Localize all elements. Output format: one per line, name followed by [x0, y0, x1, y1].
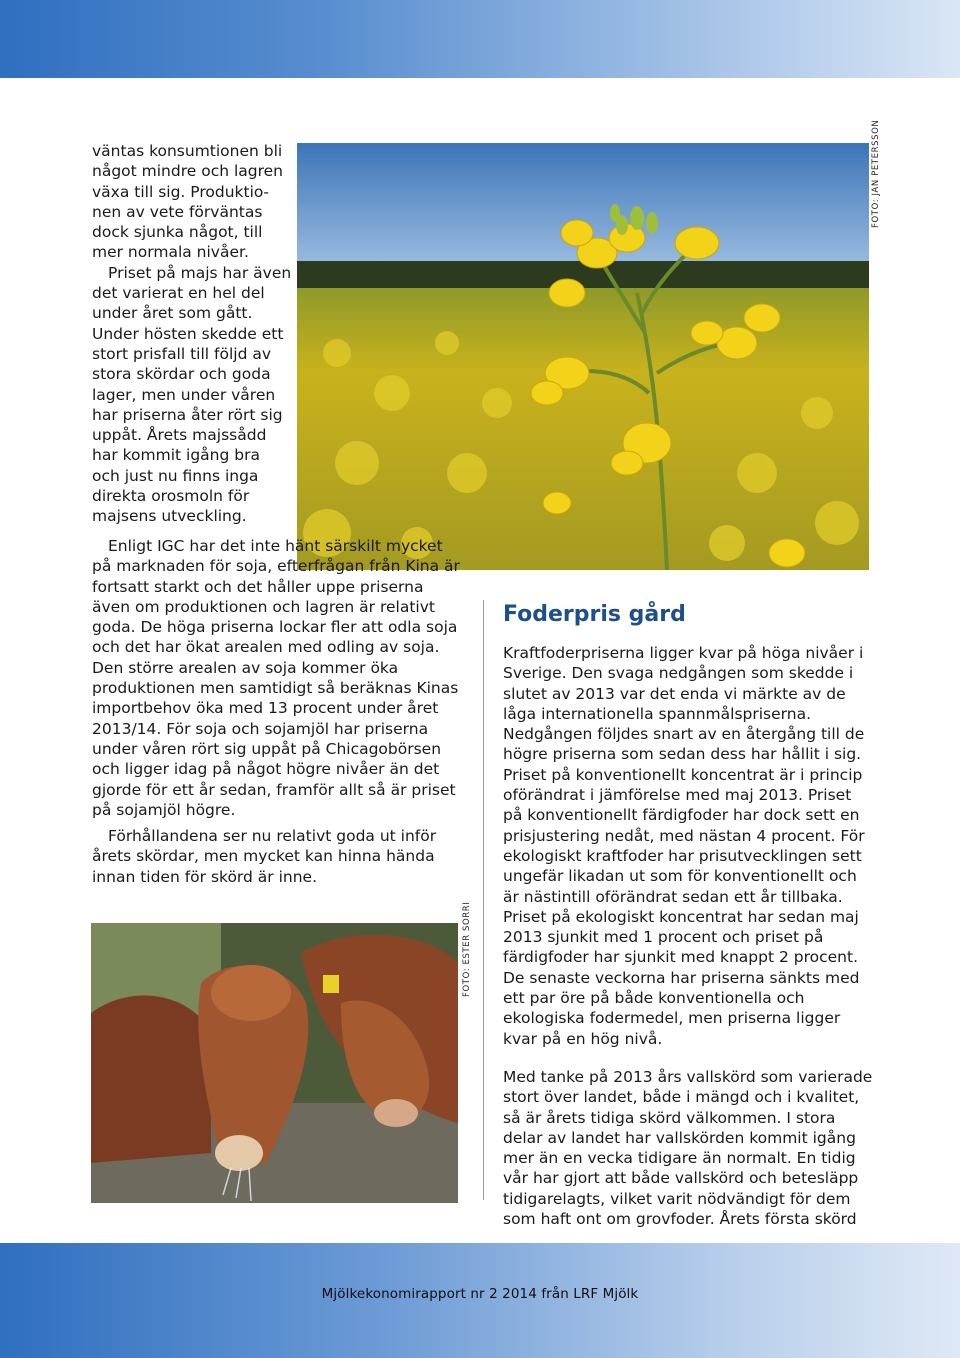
article-column-bottom	[92, 536, 464, 887]
top-color-band	[0, 0, 960, 78]
cows-image	[91, 923, 458, 1203]
box-title: Foderpris gård	[503, 602, 686, 627]
foderpris-box	[503, 601, 873, 1049]
rapeseed-flower-photo	[297, 143, 869, 570]
page-footer: Mjölkekonomirapport nr 2 2014 från LRF Mjölk	[321, 1286, 639, 1302]
paragraph-majs: Priset på majs har även det varierat en hel del under året som gått. Under hösten skedde ett stort prisfall till följd av stora skördar och goda lager, men under våren har priserna åter rört sig uppåt. Årets majssådd har kommit igång bra och just nu finns inga direkta orosmoln för majsens utveckling.	[92, 263, 292, 526]
article-column-top	[92, 141, 292, 527]
rapeseed-flower-image	[297, 143, 869, 570]
photo-credit-cows: FOTO: ESTER SORRI	[462, 901, 472, 997]
paragraph-vete: väntas konsumtionen bli något mindre och lagren växa till sig. Produktionen av vete förväntas dock sjunka något, till mer normala nivåer.	[92, 142, 284, 262]
cows-drinking-photo	[91, 923, 458, 1203]
photo-credit-flower: FOTO: JAN PETERSSON	[871, 119, 881, 228]
paragraph-forhallanden: Förhållandena ser nu relativt goda ut inför årets skördar, men mycket kan hinna hända innan tiden för skörd är inne.	[92, 827, 437, 886]
paragraph-vallskord: Med tanke på 2013 års vallskörd som varierade stort över landet, både i mängd och i kvalitet, så är årets tidiga skörd välkommen. I stora delar av landet har vallskörden kommit igång mer än en vecka tidigare än normalt. En tidig vår har gjort att både vallskörd och betesläpp tidigarelagts, vilket varit nödvändigt för dem som haft ont om grovfoder. Årets första skörd	[503, 1067, 873, 1229]
column-divider	[483, 600, 484, 1200]
paragraph-soja: Enligt IGC har det inte hänt särskilt mycket på marknaden för soja, efterfrågan från Kina är fortsatt starkt och det håller uppe priserna även om produktionen och lagren är relativt goda. De höga priserna lockar fler att odla soja och det har ökat arealen med odling av soja. Den större arealen av soja kommer öka produktionen men samtidigt så beräknas Kinas importbehov öka med 13 procent under året 2013/14. För soja och sojamjöl har priserna under våren rört sig uppåt på Chicagobörsen och ligger idag på något högre nivåer än det gjorde för ett år sedan, framför allt så är priset på sojamjöl högre.	[92, 537, 460, 819]
box-paragraph: Kraftfoderpriserna ligger kvar på höga nivåer i Sverige. Den svaga nedgången som skedde i slutet av 2013 var det enda vi märkte av de låga internationella spannmålspriserna. Nedgången följdes snart av en återgång till de högre priserna som sedan dess har hållit i sig. Priset på konventionellt koncentrat är i princip oförändrat i jämförelse med maj 2013. Priset på konventionellt färdigfoder har dock sett en prisjustering nedåt, med nästan 4 procent. För ekologiskt kraftfoder har prisutvecklingen sett ungefär likadan ut som för konventionellt och är nästintill oförändrat sedan ett år tillbaka. Priset på ekologiskt koncentrat har sedan maj 2013 sjunkit med 1 procent och priset på färdigfoder har sjunkit med knappt 2 procent. De senaste veckorna har priserna sänkts med ett par öre på både konventionella och ekologiska fodermedel, men priserna ligger kvar på en hög nivå.	[503, 644, 865, 1048]
right-column	[503, 601, 873, 1229]
